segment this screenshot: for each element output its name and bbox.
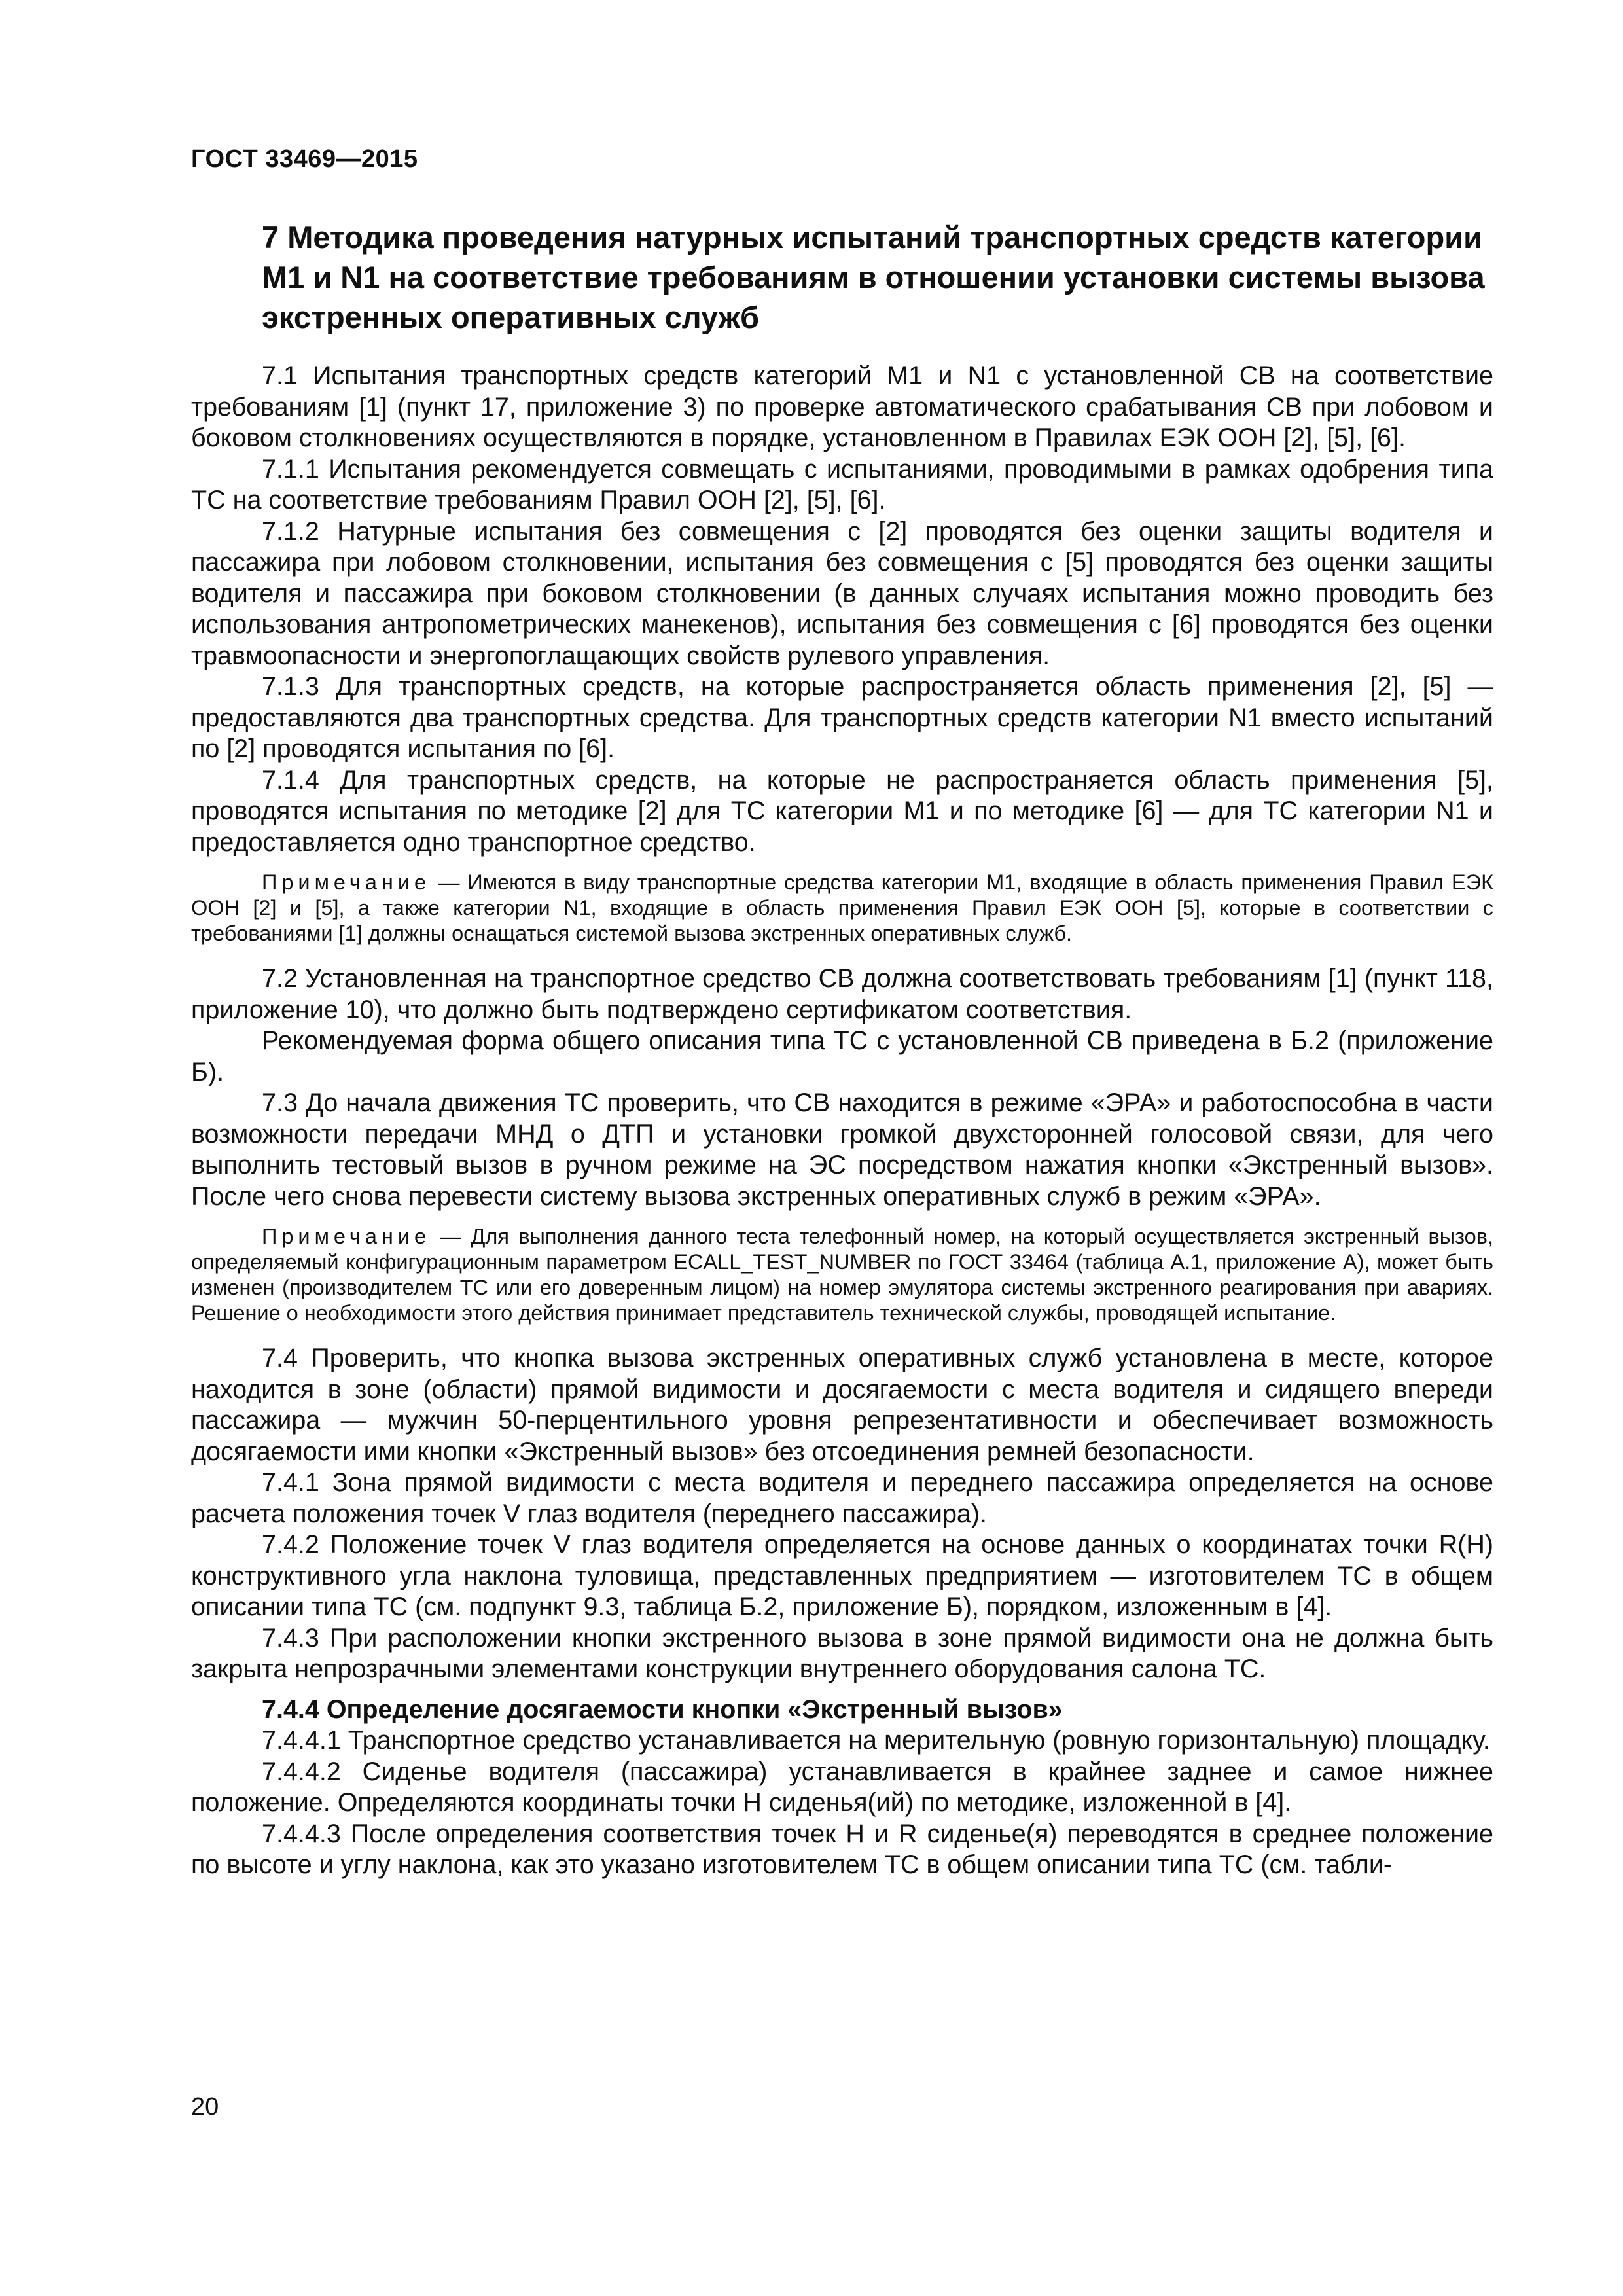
note-1 (191, 870, 1493, 946)
note-2-label: Примечание (262, 1225, 431, 1248)
page-content (191, 217, 1493, 1881)
paragraph-7-4-4-2: 7.4.4.2 Сиденье водителя (пассажира) устанавливается в крайнее заднее и самое нижнее положение. Определяются координаты точки Н сиденья(ий) по методике, изложенной в [4]. (191, 1757, 1493, 1817)
paragraph-7-4-4-3: 7.4.4.3 После определения соответствия точек Н и R сиденье(я) переводятся в среднее положение по высоте и углу наклона, как это указано изготовителем ТС в общем описании типа ТС (см. табли- (191, 1819, 1493, 1879)
note-1-text: — Имеются в виду транспортные средства категории М1, входящие в область применения Правил ЕЭК ООН [2] и [5], а также категории N1, входящие в область применения Правил ЕЭК ООН [5], которые в соответствии с требованиями [1] должны оснащаться системой вызова экстренных оперативных служб. (191, 870, 1493, 945)
paragraph-7-4-1: 7.4.1 Зона прямой видимости с места водителя и переднего пассажира определяется на основе расчета положения точек V глаз водителя (переднего пассажира). (191, 1468, 1493, 1528)
subsection-heading-7-4-4: 7.4.4 Определение досягаемости кнопки «Экстренный вызов» (262, 1695, 1063, 1724)
paragraph-7-4-4-1: 7.4.4.1 Транспортное средство устанавливается на мерительную (ровную горизонтальную) площадку. (262, 1726, 1490, 1755)
paragraph-7-4-2: 7.4.2 Положение точек V глаз водителя определяется на основе данных о координатах точки R(H) конструктивного угла наклона туловища, представленных предприятием — изготовителем ТС в общем описании типа ТС (см. подпункт 9.3, таблица Б.2, приложение Б), порядком, изложенным в [4]. (191, 1530, 1493, 1621)
paragraph-7-1-3: 7.1.3 Для транспортных средств, на которые распространяется область применения [2], [5] — предоставляются два транспортных средства. Для транспортных средств категории N1 вместо испытаний по [2] проводятся испытания по [6]. (191, 672, 1493, 763)
section-title: 7 Методика проведения натурных испытаний транспортных средств категории М1 и N1 на соответствие требованиям в отношении установки системы вызова экстренных оперативных служб (262, 220, 1485, 334)
paragraph-7-1-1: 7.1.1 Испытания рекомендуется совмещать с испытаниями, проводимыми в рамках одобрения типа ТС на соответствие требованиям Правил ООН [2], [5], [6]. (191, 454, 1493, 514)
note-2-text: — Для выполнения данного теста телефонный номер, на который осуществляется экстренный вызов, определяемый конфигурационным параметром ECALL_TEST_NUMBER по ГОСТ 33464 (таблица А.1, приложение А), может быть изменен (производителем ТС или его доверенным лицом) на номер эмулятора системы экстренного реагирования при авариях. Решение о необходимости этого действия принимает представитель технической службы, проводящей испытание. (191, 1225, 1493, 1325)
paragraph-7-3: 7.3 До начала движения ТС проверить, что СВ находится в режиме «ЭРА» и работоспособна в части возможности передачи МНД о ДТП и установки громкой двухсторонней голосовой связи, для чего выполнить тестовый вызов в ручном режиме на ЭС посредством нажатия кнопки «Экстренный вызов». После чего снова перевести систему вызова экстренных оперативных служб в режим «ЭРА». (191, 1088, 1493, 1211)
paragraph-7-1: 7.1 Испытания транспортных средств категорий М1 и N1 с установленной СВ на соответствие требованиям [1] (пункт 17, приложение 3) по проверке автоматического срабатывания СВ при лобовом и боковом столкновениях осуществляются в порядке, установленном в Правилах ЕЭК ООН [2], [5], [6]. (191, 361, 1493, 452)
paragraph-7-2: 7.2 Установленная на транспортное средство СВ должна соответствовать требованиям [1] (пункт 118, приложение 10), что должно быть подтверждено сертификатом соответствия. (191, 964, 1493, 1024)
standard-header: ГОСТ 33469—2015 (191, 145, 418, 173)
paragraph-7-4: 7.4 Проверить, что кнопка вызова экстренных оперативных служб установлена в месте, которое находится в зоне (области) прямой видимости и досягаемости с места водителя и сидящего впереди пассажира — мужчин 50-перцентильного уровня репрезентативности и обеспечивает возможность досягаемости ими кнопки «Экстренный вызов» без отсоединения ремней безопасности. (191, 1344, 1493, 1466)
paragraph-7-1-2: 7.1.2 Натурные испытания без совмещения с [2] проводятся без оценки защиты водителя и пассажира при лобовом столкновении, испытания без совмещения с [5] проводятся без оценки защиты водителя и пассажира при боковом столкновении (в данных случаях испытания можно проводить без использования антропометрических манекенов), испытания без совмещения с [6] проводятся без оценки травмоопасности и энергопоглащающих свойств рулевого управления. (191, 516, 1493, 670)
note-2 (191, 1224, 1493, 1326)
paragraph-7-4-3: 7.4.3 При расположении кнопки экстренного вызова в зоне прямой видимости она не должна быть закрыта непрозрачными элементами конструкции внутреннего оборудования салона ТС. (191, 1623, 1493, 1683)
paragraph-7-1-4: 7.1.4 Для транспортных средств, на которые не распространяется область применения [5], проводятся испытания по методике [2] для ТС категории М1 и по методике [6] — для ТС категории N1 и предоставляется одно транспортное средство. (191, 765, 1493, 857)
note-1-label: Примечание (262, 870, 431, 894)
paragraph-7-2-form: Рекомендуемая форма общего описания типа ТС с установленной СВ приведена в Б.2 (приложение Б). (191, 1026, 1493, 1086)
page-number: 20 (191, 2093, 219, 2121)
